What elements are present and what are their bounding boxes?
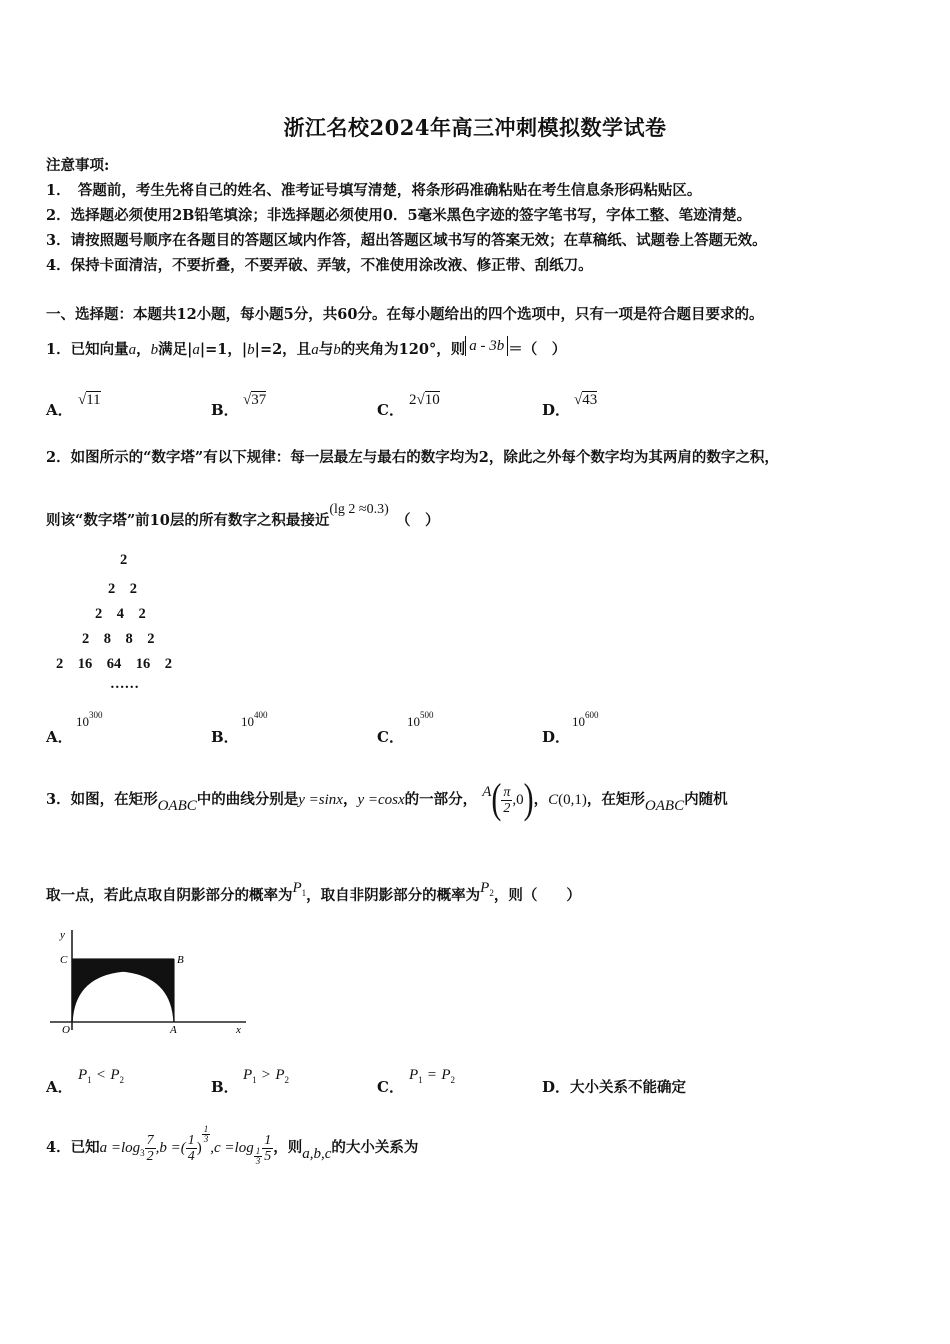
option-d-value: √43 [574,392,598,408]
option-a-value: $10^{300}$ [76,710,103,729]
question-2-options [46,712,746,744]
option-d[interactable]: D．大小关系不能确定 [542,1078,687,1096]
option-b-value: $P_1 > P_2$ [243,1067,289,1085]
option-c[interactable]: C． [377,1078,404,1096]
question-3-options [46,1064,746,1096]
pyramid-row-3: 2 4 2 [95,606,146,622]
section-heading: 一、选择题：本题共12小题，每小题5分，共60分。在每小题给出的四个选项中，只有一项是符合题目要求的。 [46,306,764,323]
option-b[interactable]: B． [211,401,239,419]
label-x: x [236,1024,241,1034]
label-y: y [60,929,65,941]
vector-expression: a - 3b [465,336,508,356]
notice-item-4: 4．保持卡面清洁，不要折叠，不要弄破、弄皱，不准使用涂改液、修正带、刮纸刀。 [46,257,593,274]
option-d[interactable]: D． [542,401,571,419]
pyramid-row-5: 2 16 64 16 2 [56,656,172,672]
notice-item-1: 1． 答题前，考生先将自己的姓名、准考证号填写清楚，将条形码准确粘贴在考生信息条形码粘贴区。 [46,182,702,199]
option-d-value: $10^{600}$ [572,710,599,729]
notice-item-2: 2．选择题必须使用2B铅笔填涂；非选择题必须使用0．5毫米黑色字迹的签字笔书写，字体工整、笔迹清楚。 [46,207,752,224]
label-o: O [62,1024,70,1034]
pyramid-row-1: 2 [120,552,128,568]
pyramid-row-2: 2 2 [108,581,137,597]
option-b-value: $10^{400}$ [241,710,268,729]
pyramid-row-4: 2 8 8 2 [82,631,155,647]
option-c-value: 2√10 [409,392,440,408]
notice-item-3: 3．请按照题号顺序在各题目的答题区域内作答，超出答题区域书写的答案无效；在草稿纸、试题卷上答题无效。 [46,232,767,249]
question-2-line-1: 2．如图所示的“数字塔”有以下规律：每一层最左与最右的数字均为2，除此之外每个数字均为其两肩的数字之积， [46,449,779,466]
option-a[interactable]: A． [46,401,73,419]
pyramid-ellipsis: …… [110,676,139,692]
option-c-value: $P_1 = P_2$ [409,1067,455,1085]
question-1-stem: 1．已知向量a，b满足|a|=1，|b|=2，且a与b的夹角为120°，则 a - 3b ＝（ ） [46,338,567,358]
option-c-value: $10^{500}$ [407,710,434,729]
page-title: 浙江名校2024年高三冲刺模拟数学试卷 [283,115,667,140]
option-a[interactable]: A． [46,728,73,746]
hint: (lg 2 ≈0.3) [329,502,389,517]
label-c: C [60,954,68,966]
question-4-stem: 4．已知$a =\log_3$ $\frac{7}{2}$ ,b =( $\frac{1}{4}$ ) $\frac{1}{3}$ ,c =log $\frac{1}{3}$ $\frac{1}{5}$ ，则a,b,c的大小关系为 [46,1123,419,1166]
option-b[interactable]: B． [211,1078,239,1096]
question-3-line-1: 3．如图，在矩形OABC中的曲线分别是y =sinx，y =cosx的一部分， A( $\frac{\pi}{2}$ ,0)，C(0,1)，在矩形OABC内随机 [46,776,728,823]
region-figure [46,926,251,1034]
label-b: B [177,954,184,966]
question-1-options [46,392,746,418]
option-d[interactable]: D． [542,728,571,746]
option-a-value: $P_1 < P_2$ [78,1067,124,1085]
option-a[interactable]: A． [46,1078,73,1096]
option-c[interactable]: C． [377,728,404,746]
option-b[interactable]: B． [211,728,239,746]
option-b-value: √37 [243,392,267,408]
question-2-line-2: 则该“数字塔”前10层的所有数字之积最接近(lg 2 ≈0.3) （ ） [46,502,440,529]
label-a: A [170,1024,177,1034]
option-c[interactable]: C． [377,401,404,419]
question-3-line-2: 取一点，若此点取自阴影部分的概率为$P^1$，取自非阴影部分的概率为$P^2$，则（ ） [46,880,581,904]
notice-heading: 注意事项: [46,157,110,174]
option-a-value: √11 [78,392,101,408]
